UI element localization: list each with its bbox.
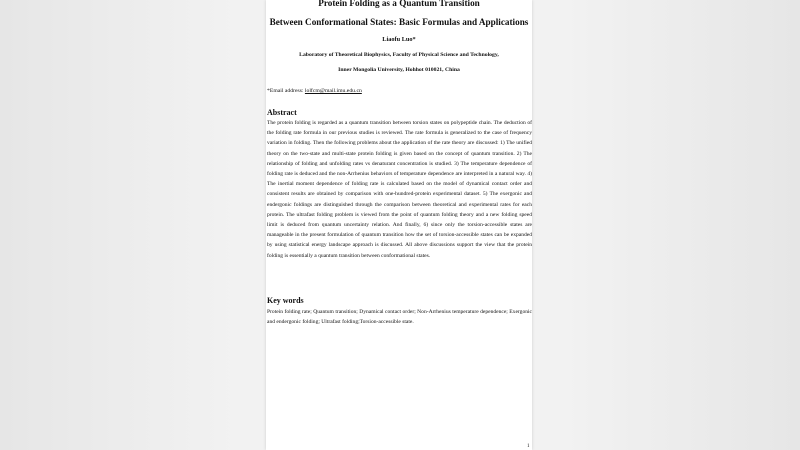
author-name: Liaofu Luo*	[382, 36, 416, 43]
keywords-heading: Key words	[267, 296, 304, 305]
paper-title-line-1: Protein Folding as a Quantum Transition	[318, 0, 480, 8]
abstract-heading: Abstract	[267, 108, 297, 117]
affiliation-line-1: Laboratory of Theoretical Biophysics, Faculty of Physical Science and Technology,	[299, 52, 499, 58]
abstract-body: The protein folding is regarded as a quantum transition between torsion states on polypeptide chain. The deduction of the folding rate formula in our previous studies is reviewed. The rate formula is generalized to the case of frequency variation in folding. Then the following problems about the application of the rate theory are discussed: 1) The unified theory on the two-state and multi-state protein folding is given based on the concept of quantum transition. 2) The relationship of folding and unfolding rates vs denaturant concentration is studied. 3) The temperature dependence of folding rate is deduced and the non-Arrhenius behaviors of temperature dependence are interpreted in a natural way. 4) The inertial moment dependence of folding rate is calculated based on the model of dynamical contact order and consistent results are obtained by comparison with one-hundred-protein experimental dataset. 5) The exergonic and endergonic foldings are distinguished through the comparison between theoretical and experimental rates for each protein. The ultrafast folding problem is viewed from the point of quantum folding theory and a new folding speed limit is deduced from quantum uncertainty relation. And finally, 6) since only the torsion-accessible states are manageable in the present formulation of quantum transition how the set of torsion-accessible states can be expanded by using statistical energy landscape approach is discussed. All above discussions support the view that the protein folding is essentially a quantum transition between conformational states.	[267, 120, 532, 259]
affiliation-line-2: Inner Mongolia University, Hohhot 010021, China	[338, 67, 460, 73]
keywords-body: Protein folding rate; Quantum transition; Dynamical contact order; Non-Arrhenius temperature dependence; Exergonic and endergonic folding; Ultrafast folding;Torsion-accessible state.	[267, 309, 532, 325]
email-line	[267, 88, 362, 94]
email-label: *Email address:	[267, 88, 305, 94]
email-link[interactable]: lolfcm@mail.imu.edu.cn	[304, 88, 362, 94]
page-number: 1	[527, 444, 530, 449]
paper-title-line-2: Between Conformational States: Basic Formulas and Applications	[269, 17, 529, 27]
